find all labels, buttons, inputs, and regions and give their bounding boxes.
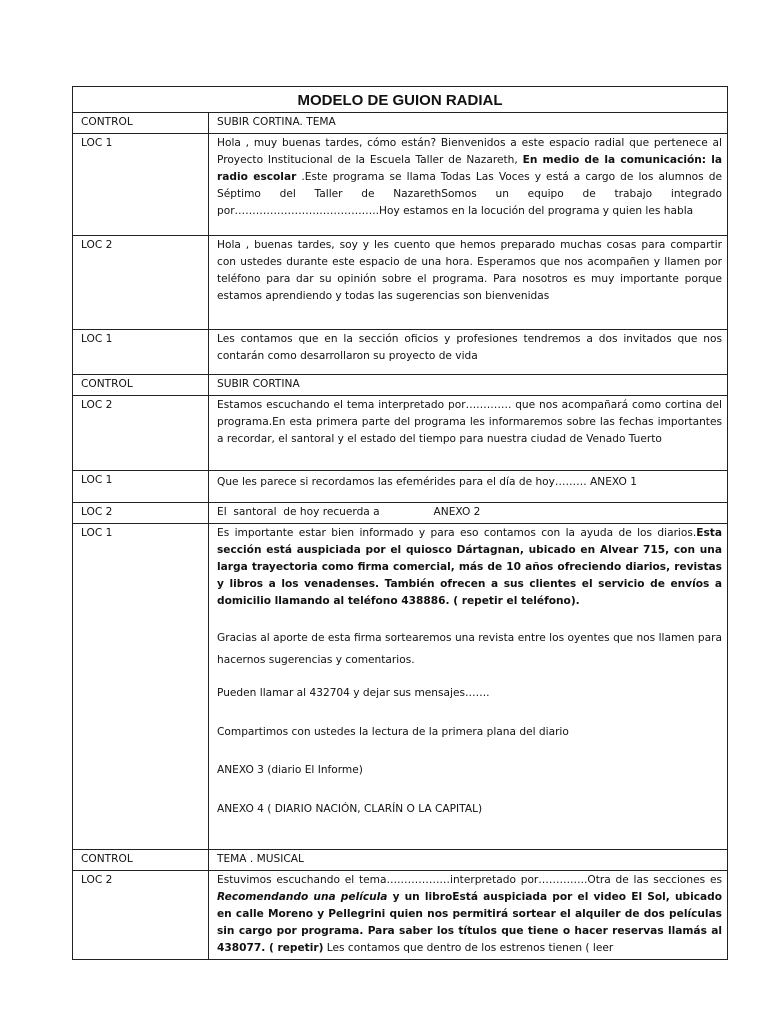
script-paragraph: Gracias al aporte de esta firma sortearemos una revista entre los oyentes que nos llamen para hacernos sugerencias y comentarios. bbox=[217, 632, 722, 666]
document-title: MODELO DE GUION RADIAL bbox=[73, 87, 728, 113]
title-row bbox=[73, 87, 728, 113]
script-text-part: Hola , muy buenas tardes, cómo están? Bienvenidos a este espacio radial que pertenece al Proyecto Institucional de la Escuela Taller de Nazareth, bbox=[217, 137, 722, 166]
script-text bbox=[209, 503, 728, 524]
script-paragraph: ANEXO 3 (diario El Informe) bbox=[217, 764, 363, 776]
script-row bbox=[73, 236, 728, 330]
speaker-label: LOC 1 bbox=[73, 330, 209, 375]
speaker-label: LOC 2 bbox=[73, 871, 209, 960]
radio-script-table bbox=[72, 86, 728, 960]
sponsor-text-bold: Está auspiciada por el video El Sol, ubicado en calle Moreno y Pellegrini quien nos permitirá sortear el alquiler de dos películas sin cargo por programa. Para saber los títulos que tiene o hacer reservas llamás al 438077. ( repetir) bbox=[217, 891, 722, 954]
script-text-part: .Este programa se llama Todas Las Voces y está a cargo de los alumnos de Séptimo del Taller de NazarethSomos un equipo de trabajo integrado por…………………………………..Hoy estamos en la locución del programa y quien les habla bbox=[217, 171, 722, 217]
script-text-part: Es importante estar bien informado y para eso contamos con la ayuda de los diarios. bbox=[217, 527, 697, 539]
script-text bbox=[209, 871, 728, 960]
section-name-bold-italic: Recomendando una película bbox=[217, 891, 388, 903]
script-text-part: Les contamos que dentro de los estrenos tienen ( leer bbox=[323, 942, 614, 954]
speaker-label: LOC 1 bbox=[73, 471, 209, 503]
speaker-label: CONTROL bbox=[73, 113, 209, 134]
script-row bbox=[73, 871, 728, 960]
script-text bbox=[209, 396, 728, 471]
script-text bbox=[209, 330, 728, 375]
script-text-part: El santoral de hoy recuerda a ANEXO 2 bbox=[217, 506, 481, 518]
speaker-label: LOC 2 bbox=[73, 396, 209, 471]
script-text-part: Que les parece si recordamos las efemérides para el día de hoy……… ANEXO 1 bbox=[217, 476, 637, 488]
script-text bbox=[209, 524, 728, 850]
script-row bbox=[73, 850, 728, 871]
script-text: SUBIR CORTINA bbox=[209, 375, 728, 396]
script-text bbox=[209, 236, 728, 330]
speaker-label: LOC 1 bbox=[73, 524, 209, 850]
script-row bbox=[73, 503, 728, 524]
script-row bbox=[73, 330, 728, 375]
script-text-part: Estuvimos escuchando el tema………………interpretado por…………..Otra de las secciones es bbox=[217, 874, 722, 886]
script-paragraph: Compartimos con ustedes la lectura de la primera plana del diario bbox=[217, 726, 569, 738]
speaker-label: LOC 1 bbox=[73, 134, 209, 236]
script-text bbox=[209, 471, 728, 503]
script-text-part: Estamos escuchando el tema interpretado por…………. que nos acompañará como cortina del programa.En esta primera parte del programa les informaremos sobre las fechas importantes a recordar, el santoral y el estado del tiempo para nuestra ciudad de Venado Tuerto bbox=[217, 399, 722, 445]
script-row bbox=[73, 375, 728, 396]
sponsor-text-bold: Esta sección está auspiciada por el quiosco Dártagnan, ubicado en Alvear 715, con una larga trayectoria como firma comercial, más de 10 años ofreciendo diarios, revistas y libros a los venadenses. También ofrecen a sus clientes el servicio de envíos a domicilio llamando al teléfono 438886. ( repetir el teléfono). bbox=[217, 527, 722, 607]
script-row bbox=[73, 134, 728, 236]
speaker-label: LOC 2 bbox=[73, 236, 209, 330]
script-row bbox=[73, 524, 728, 850]
script-text: SUBIR CORTINA. TEMA bbox=[209, 113, 728, 134]
speaker-label: CONTROL bbox=[73, 850, 209, 871]
script-text-part: Les contamos que en la sección oficios y profesiones tendremos a dos invitados que nos contarán como desarrollaron su proyecto de vida bbox=[217, 333, 722, 362]
script-paragraph: Pueden llamar al 432704 y dejar sus mensajes……. bbox=[217, 687, 490, 699]
script-text-part: y un libro bbox=[387, 891, 453, 903]
speaker-label: CONTROL bbox=[73, 375, 209, 396]
program-name-bold: En medio de la comunicación: la radio escolar bbox=[217, 154, 722, 183]
script-row bbox=[73, 396, 728, 471]
speaker-label: LOC 2 bbox=[73, 503, 209, 524]
script-text-part: Hola , buenas tardes, soy y les cuento que hemos preparado muchas cosas para compartir con ustedes durante este espacio de una hora. Esperamos que nos acompañen y llamen por teléfono para dar su opinión sobre el programa. Para nosotros es muy importante porque estamos aprendiendo y todas las sugerencias son bienvenidas bbox=[217, 239, 722, 302]
script-text: TEMA . MUSICAL bbox=[209, 850, 728, 871]
script-row bbox=[73, 113, 728, 134]
script-row bbox=[73, 471, 728, 503]
script-paragraph: ANEXO 4 ( DIARIO NACIÓN, CLARÍN O LA CAPITAL) bbox=[217, 803, 483, 815]
script-text bbox=[209, 134, 728, 236]
